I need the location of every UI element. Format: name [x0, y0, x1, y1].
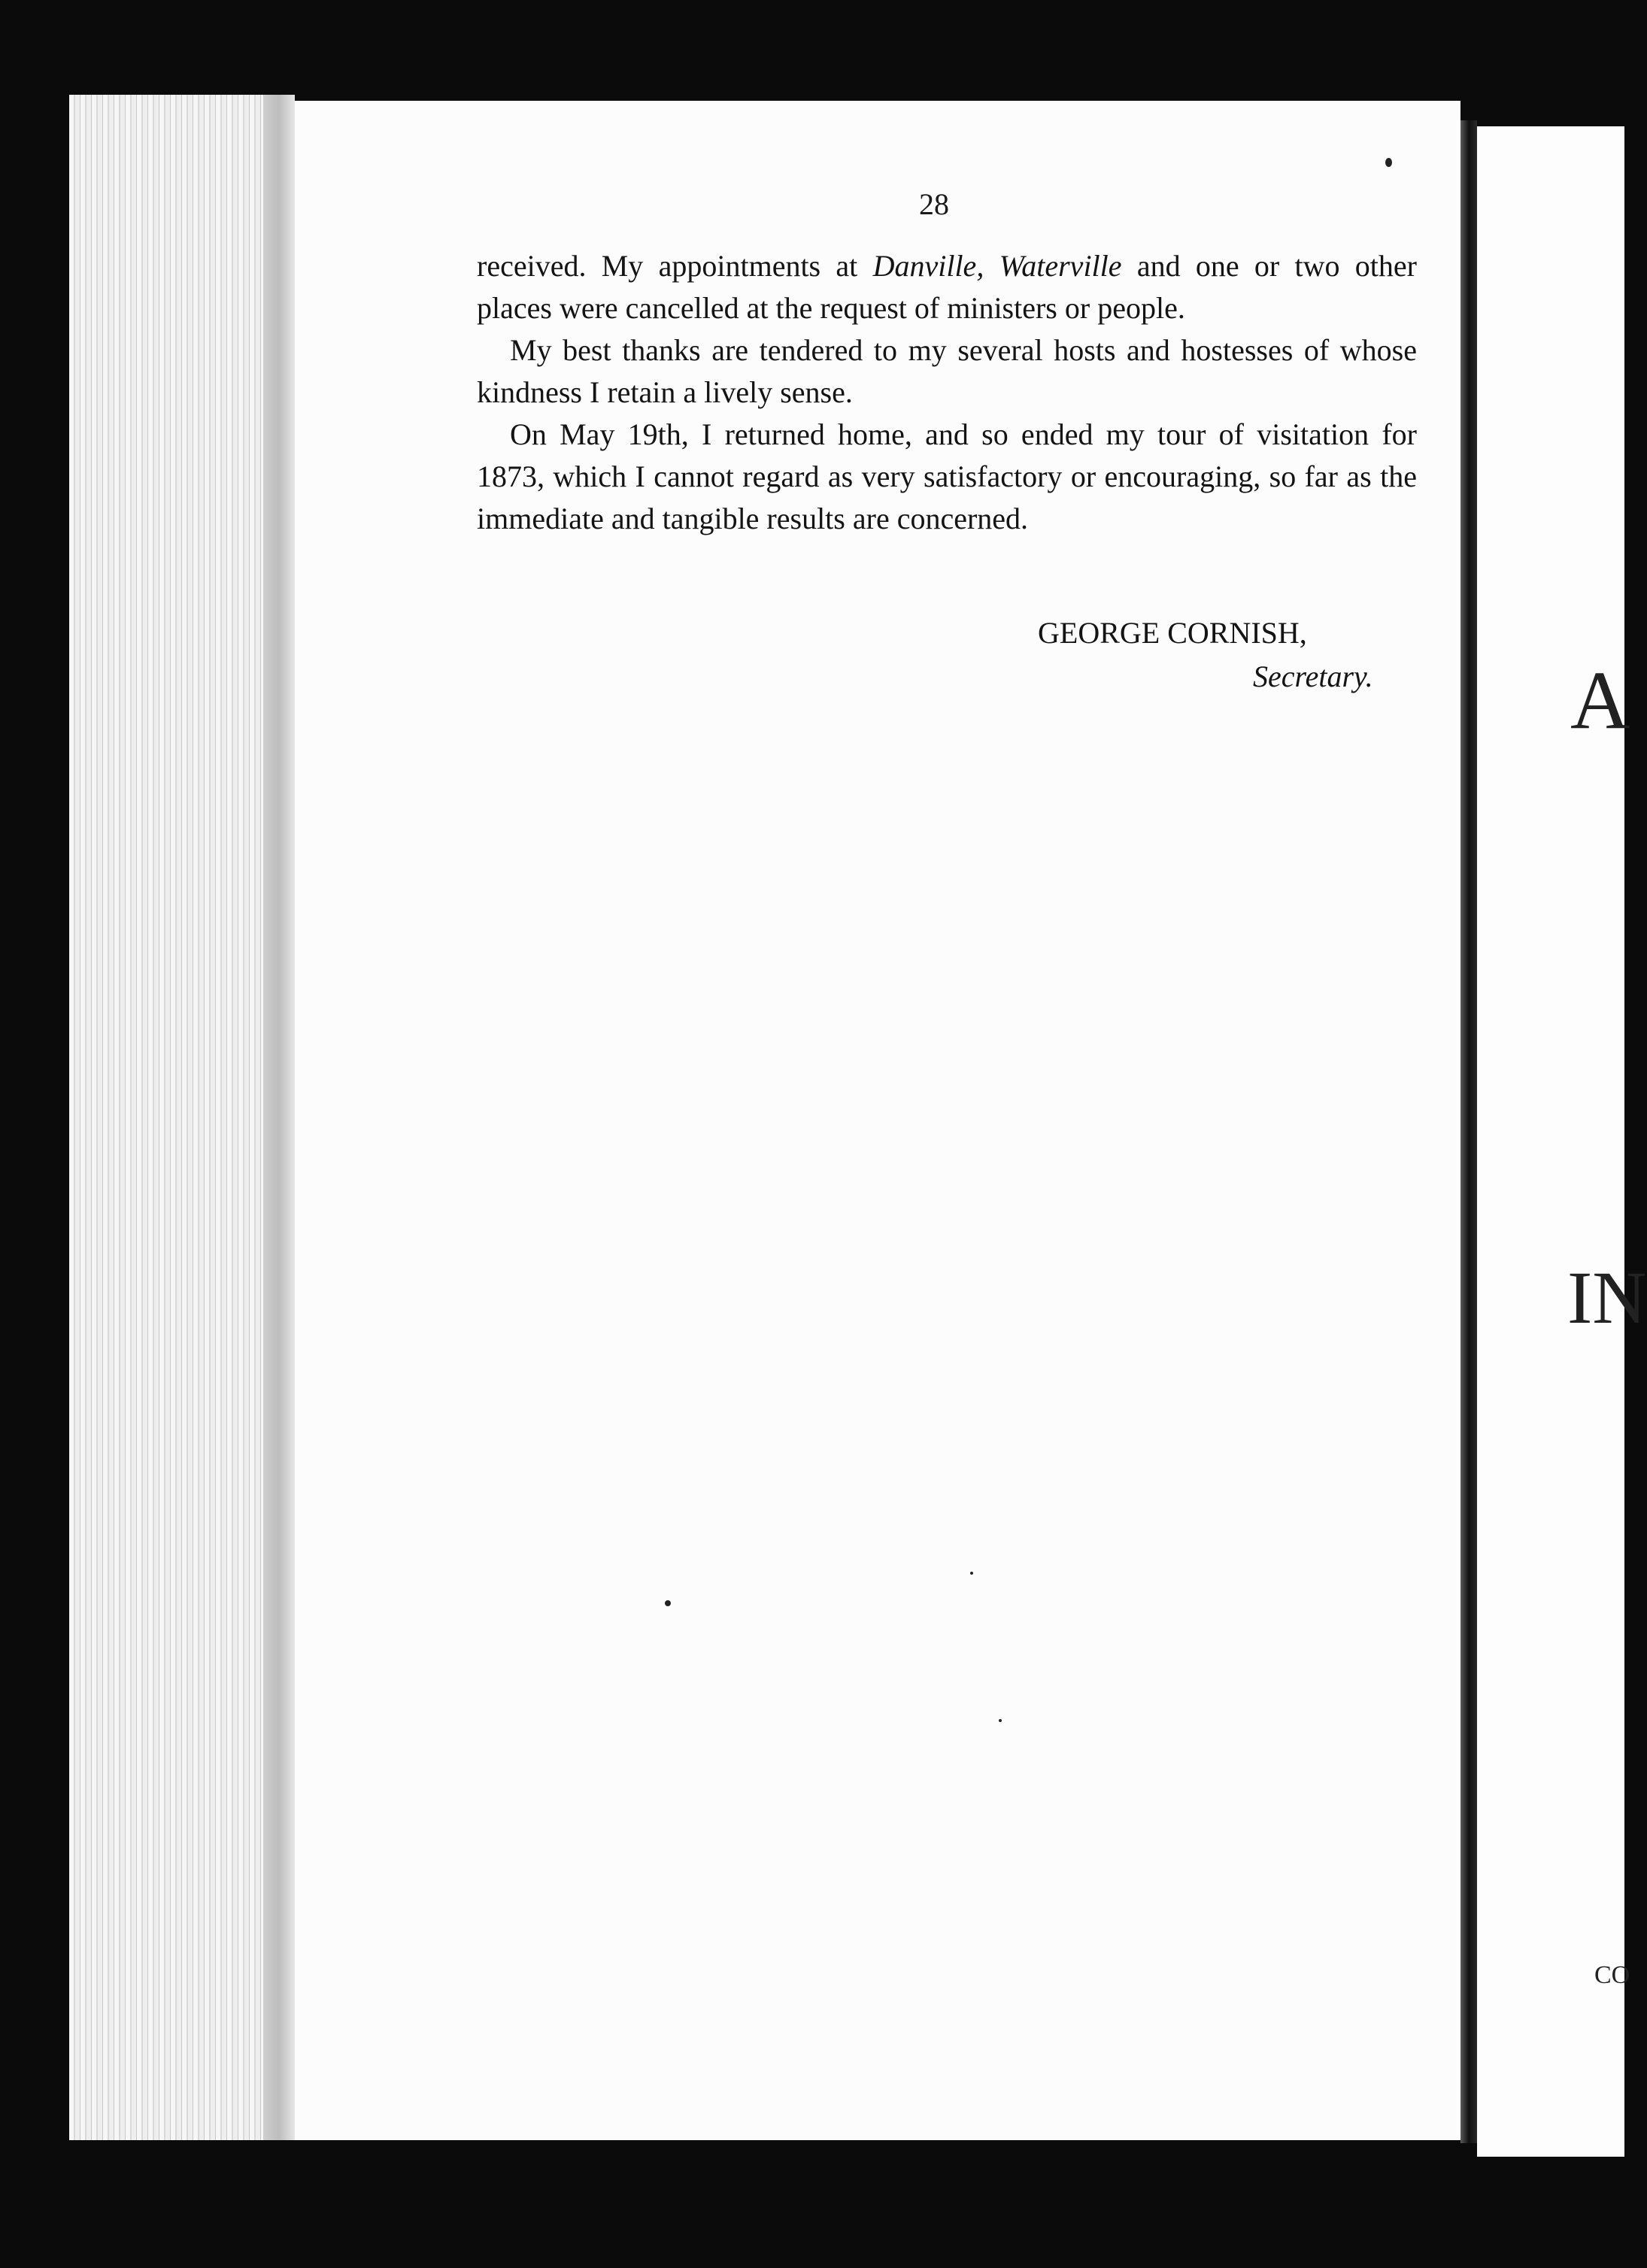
page-edges-shadow	[263, 95, 295, 2140]
body-text	[477, 245, 1417, 540]
text-run: On May 19th, I returned home, and so ended my tour of visitation for 1873, which I cannot regard as very satisfactory or encouraging, so far as the immediate and tangible results are concerned.	[477, 417, 1417, 535]
paragraph	[477, 414, 1417, 540]
text-run: received. My appointments at	[477, 249, 873, 283]
facing-page-letters-co: CO	[1594, 1961, 1630, 1989]
page-edges	[69, 95, 295, 2140]
dust-speck	[665, 1600, 671, 1606]
dust-speck	[1385, 158, 1392, 167]
dust-speck	[970, 1572, 973, 1575]
italic-text: Danville, Waterville	[872, 249, 1122, 283]
signature-name: GEORGE CORNISH,	[1038, 616, 1307, 650]
book-gutter	[1460, 120, 1477, 2143]
text-run: and one or two other places were cancelled at the request of ministers or people.	[477, 249, 1417, 325]
page-number: 28	[919, 187, 949, 221]
facing-page-letter-a: A	[1570, 654, 1630, 746]
signature-title: Secretary.	[1253, 659, 1373, 693]
facing-page-letters-in: IN	[1567, 1256, 1647, 1339]
dust-speck	[999, 1719, 1002, 1722]
text-run: My best thanks are tendered to my several hosts and hostesses of whose kindness I retain a lively sense.	[477, 333, 1417, 409]
paragraph	[477, 245, 1417, 329]
facing-page	[1477, 126, 1647, 2157]
paragraph	[477, 329, 1417, 414]
